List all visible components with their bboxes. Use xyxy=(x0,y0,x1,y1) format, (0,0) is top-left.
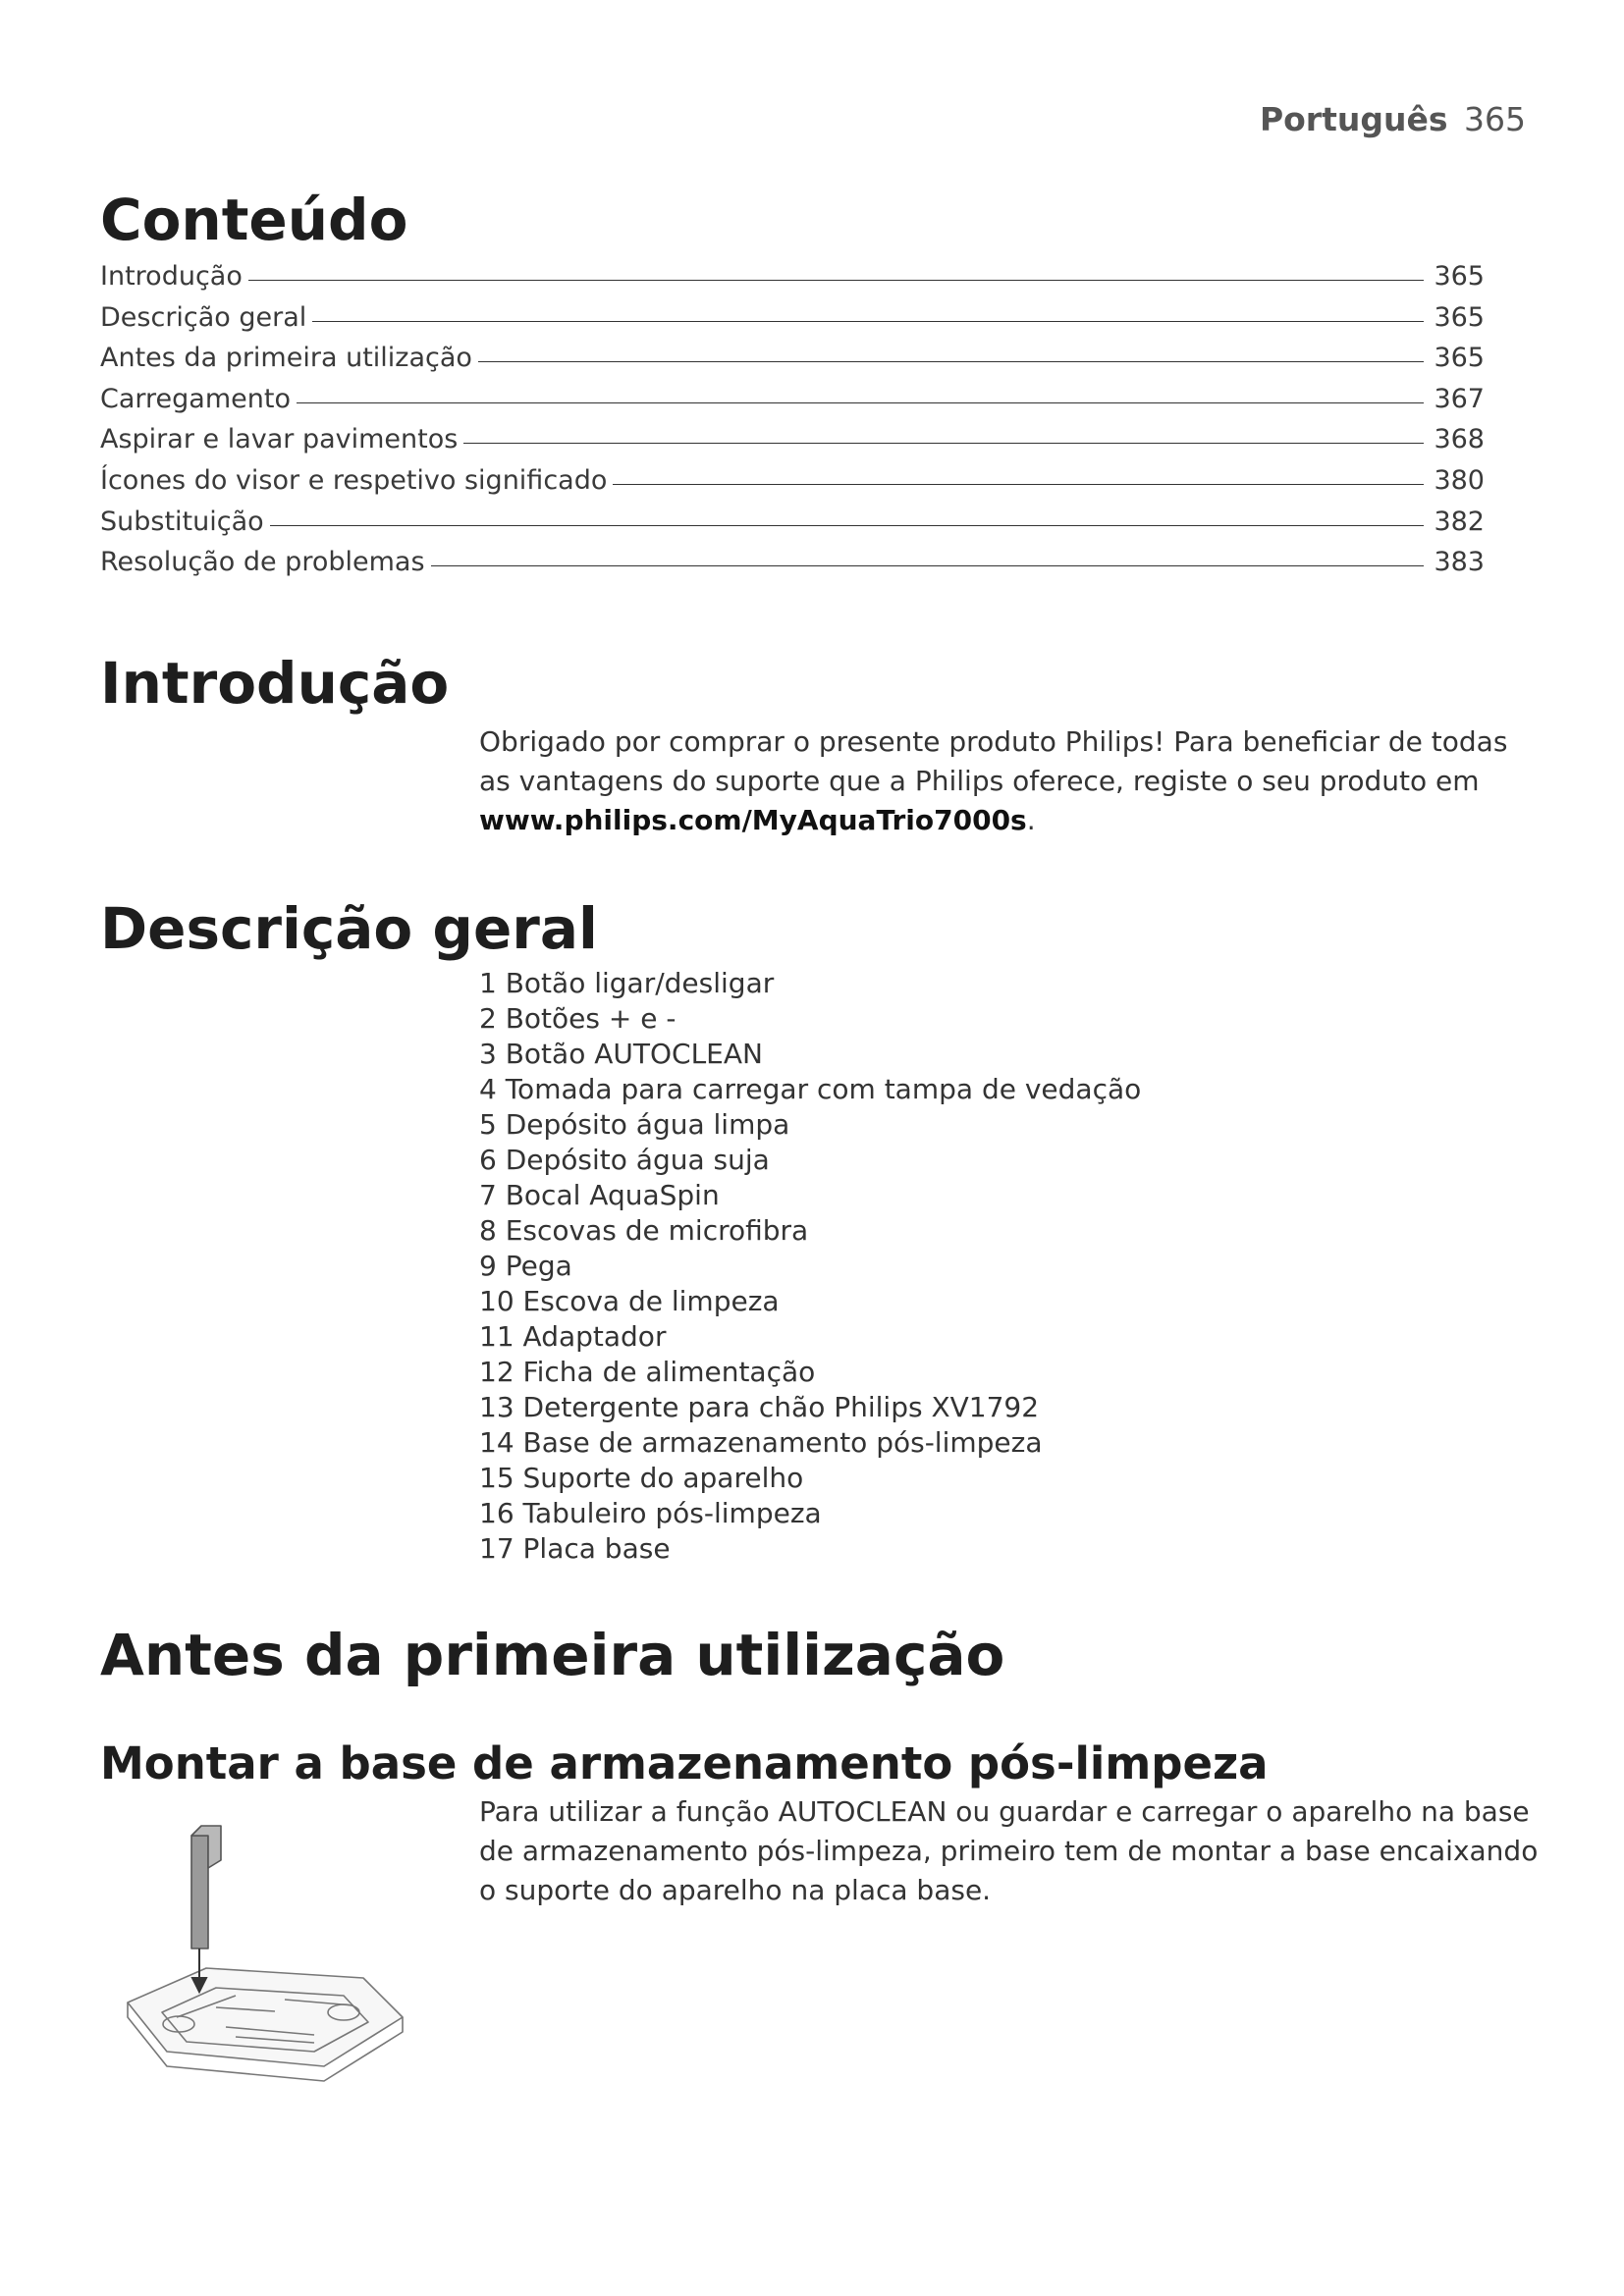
toc-entry-page: 365 xyxy=(1434,261,1485,292)
part-item: 17 Placa base xyxy=(479,1532,671,1565)
page-header xyxy=(1260,100,1526,138)
toc-entry[interactable] xyxy=(100,507,1485,548)
toc-leader-line xyxy=(463,443,1424,444)
toc-leader-line xyxy=(312,321,1424,322)
toc-entry[interactable] xyxy=(100,465,1485,507)
toc-entry-title: Substituição xyxy=(100,506,264,537)
toc-entry[interactable] xyxy=(100,261,1485,302)
intro-heading: Introdução xyxy=(100,650,450,717)
toc-leader-line xyxy=(613,484,1424,485)
toc-title: Conteúdo xyxy=(100,187,408,253)
toc-entry-page: 383 xyxy=(1434,547,1485,578)
parts-list xyxy=(479,966,1141,1567)
toc-entry-page: 382 xyxy=(1434,506,1485,537)
toc-entry[interactable] xyxy=(100,384,1485,425)
part-item: 14 Base de armazenamento pós-limpeza xyxy=(479,1426,1043,1459)
part-item: 4 Tomada para carregar com tampa de vedação xyxy=(479,1073,1142,1105)
toc-leader-line xyxy=(297,402,1424,403)
part-item: 16 Tabuleiro pós-limpeza xyxy=(479,1497,822,1529)
intro-text: Obrigado por comprar o presente produto Philips! Para beneficiar de todas as vantagens do suporte que a Philips oferece, registe o seu produto em xyxy=(479,725,1508,797)
part-item: 8 Escovas de microfibra xyxy=(479,1214,809,1247)
part-item: 5 Depósito água limpa xyxy=(479,1108,790,1141)
toc-entry[interactable] xyxy=(100,424,1485,465)
assembly-paragraph: Para utilizar a função AUTOCLEAN ou guardar e carregar o aparelho na base de armazenamento pós-limpeza, primeiro tem de montar a base encaixando o suporte do aparelho na placa base. xyxy=(479,1795,1539,1906)
part-item: 11 Adaptador xyxy=(479,1320,667,1353)
toc-leader-line xyxy=(431,565,1424,566)
part-item: 2 Botões + e - xyxy=(479,1002,677,1035)
part-item: 6 Depósito água suja xyxy=(479,1144,770,1176)
holder-body xyxy=(191,1836,208,1949)
toc-entry-title: Antes da primeira utilização xyxy=(100,343,472,374)
intro-end: . xyxy=(1026,804,1036,836)
part-item: 10 Escova de limpeza xyxy=(479,1285,780,1317)
overview-heading: Descrição geral xyxy=(100,895,598,962)
assembly-illustration xyxy=(118,1821,412,2106)
toc-entry-page: 365 xyxy=(1434,343,1485,374)
part-item: 9 Pega xyxy=(479,1250,572,1282)
toc-entry[interactable] xyxy=(100,343,1485,384)
part-item: 15 Suporte do aparelho xyxy=(479,1462,804,1494)
assembly-subheading: Montar a base de armazenamento pós-limpeza xyxy=(100,1737,1269,1789)
intro-url: www.philips.com/MyAquaTrio7000s xyxy=(479,804,1027,836)
header-page-number: 365 xyxy=(1464,100,1526,138)
toc-leader-line xyxy=(270,525,1424,526)
intro-paragraph xyxy=(479,722,1530,840)
part-item: 12 Ficha de alimentação xyxy=(479,1356,816,1388)
toc-entry-title: Ícones do visor e respetivo significado xyxy=(100,464,608,496)
toc-leader-line xyxy=(478,361,1424,362)
table-of-contents xyxy=(100,261,1485,588)
toc-entry[interactable] xyxy=(100,302,1485,344)
part-item: 7 Bocal AquaSpin xyxy=(479,1179,720,1211)
toc-entry[interactable] xyxy=(100,547,1485,588)
toc-entry-page: 367 xyxy=(1434,383,1485,414)
toc-entry-page: 380 xyxy=(1434,464,1485,496)
before-heading: Antes da primeira utilização xyxy=(100,1622,1005,1688)
part-item: 1 Botão ligar/desligar xyxy=(479,967,775,999)
toc-entry-title: Resolução de problemas xyxy=(100,547,425,578)
toc-entry-title: Carregamento xyxy=(100,383,291,414)
toc-leader-line xyxy=(248,280,1424,281)
toc-entry-title: Descrição geral xyxy=(100,301,307,333)
part-item: 3 Botão AUTOCLEAN xyxy=(479,1038,763,1070)
header-language: Português xyxy=(1259,100,1448,138)
part-item: 13 Detergente para chão Philips XV1792 xyxy=(479,1391,1040,1423)
toc-entry-title: Introdução xyxy=(100,261,243,292)
toc-entry-title: Aspirar e lavar pavimentos xyxy=(100,424,459,455)
toc-entry-page: 368 xyxy=(1434,424,1485,455)
toc-entry-page: 365 xyxy=(1434,301,1485,333)
